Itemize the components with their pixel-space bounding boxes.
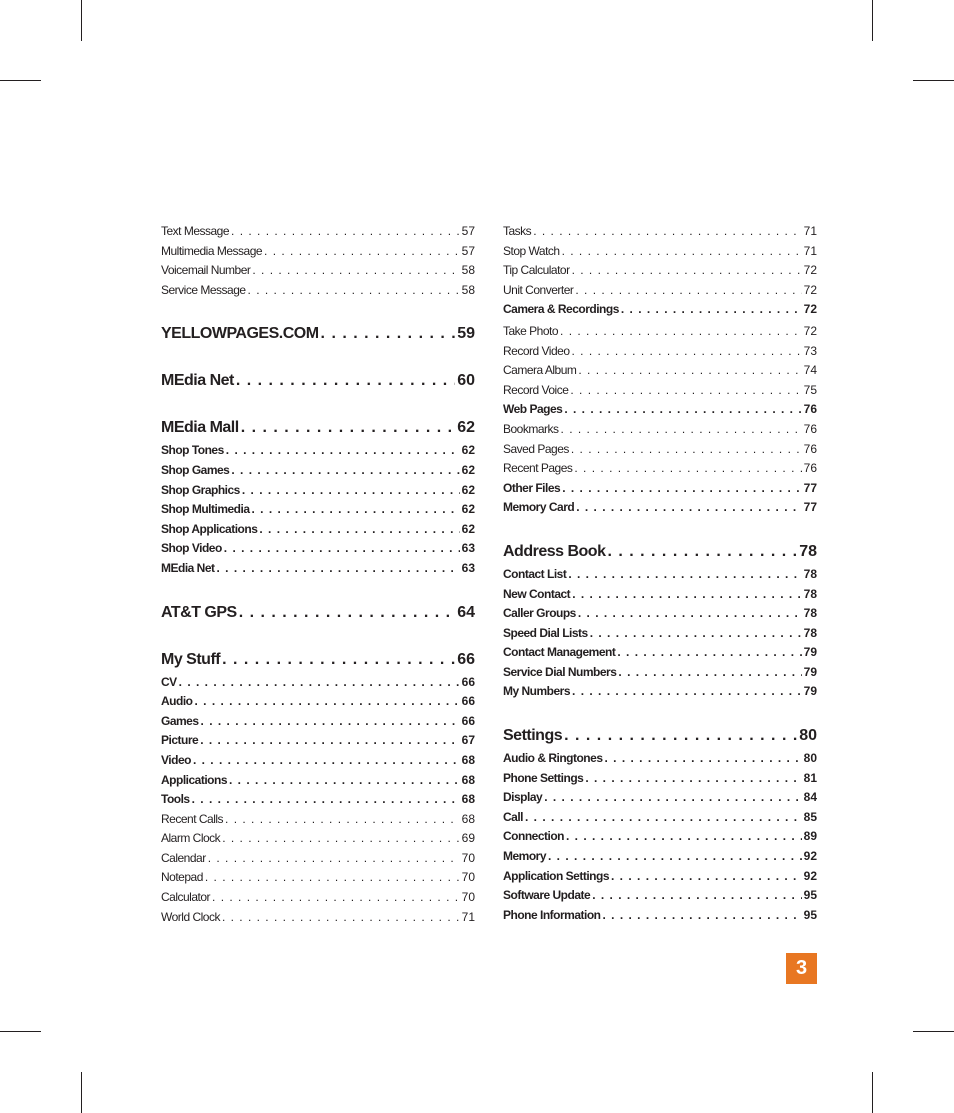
toc-entry-title: Text Message	[161, 224, 230, 238]
toc-entry-page: 72	[803, 282, 817, 297]
toc-entry[interactable]	[503, 847, 817, 867]
dot-leader	[226, 441, 460, 461]
toc-entry-title: Take Photo	[503, 323, 559, 338]
toc-entry[interactable]	[503, 459, 817, 479]
toc-entry[interactable]	[161, 539, 475, 559]
toc-entry-page: 76	[803, 402, 817, 417]
toc-entry-title: Unit Converter	[503, 282, 574, 297]
dot-leader	[617, 643, 801, 663]
dot-leader	[562, 479, 801, 499]
toc-entry-title: Web Pages	[503, 402, 563, 417]
toc-entry-title: Tip Calculator	[503, 263, 570, 278]
toc-entry-title: Video	[161, 752, 191, 767]
toc-entry-title: Service Dial Numbers	[503, 664, 617, 679]
toc-entry-title: Record Video	[503, 343, 570, 358]
toc-entry-page: 95	[803, 888, 817, 903]
toc-entry-page: 68	[461, 772, 475, 787]
toc-entry-page: 70	[461, 850, 475, 865]
toc-entry-title: Shop Tones	[161, 443, 224, 458]
dot-leader	[592, 886, 801, 906]
dot-leader	[179, 673, 460, 693]
toc-section-heading[interactable]	[161, 415, 475, 441]
section-gap	[161, 394, 475, 415]
dot-leader	[229, 771, 460, 791]
toc-entry-title: Alarm Clock	[161, 831, 221, 846]
toc-entry[interactable]	[161, 461, 475, 481]
toc-entry-page: 60	[457, 372, 475, 390]
dot-leader	[603, 906, 802, 926]
toc-entry-page: 76	[803, 441, 817, 456]
toc-entry-page: 57	[461, 224, 475, 238]
toc-entry-page: 78	[803, 586, 817, 601]
toc-right-column	[503, 222, 817, 925]
dot-leader	[252, 500, 460, 520]
toc-entry-title: Phone Information	[503, 907, 601, 922]
dot-leader	[561, 420, 802, 440]
toc-entry-title: Software Update	[503, 888, 591, 903]
toc-entry-title: Tasks	[503, 224, 532, 238]
toc-entry-title: Games	[161, 713, 199, 728]
toc-entry-title: Bookmarks	[503, 421, 559, 436]
dot-leader	[200, 731, 459, 751]
toc-entry[interactable]	[161, 481, 475, 501]
toc-entry-page: 71	[803, 243, 817, 258]
toc-entry-page: 72	[803, 323, 817, 338]
toc-entry-page: 66	[461, 713, 475, 728]
toc-entry-page: 66	[461, 694, 475, 709]
toc-section-heading[interactable]	[161, 368, 475, 394]
toc-entry[interactable]	[503, 886, 817, 906]
dot-leader	[533, 222, 801, 242]
toc-entry[interactable]	[161, 771, 475, 791]
toc-entry[interactable]	[503, 663, 817, 683]
toc-entry-title: Audio	[161, 694, 193, 709]
toc-entry[interactable]	[503, 440, 817, 460]
toc-entry-page: 59	[457, 325, 475, 343]
toc-entry-title: Multimedia Message	[161, 243, 263, 258]
toc-entry-title: Display	[503, 790, 543, 805]
toc-entry[interactable]	[161, 810, 475, 830]
toc-entry-page: 77	[803, 500, 817, 515]
toc-entry-page: 68	[461, 811, 475, 826]
dot-leader	[192, 790, 460, 810]
toc-entry-page: 84	[803, 790, 817, 805]
toc-entry[interactable]	[161, 500, 475, 520]
toc-section-heading[interactable]	[161, 600, 475, 626]
toc-entry-page: 76	[803, 421, 817, 436]
toc-section-heading[interactable]	[503, 723, 817, 749]
toc-entry-page: 78	[803, 566, 817, 581]
toc-entry[interactable]	[503, 788, 817, 808]
dot-leader	[195, 692, 460, 712]
toc-entry-title: Saved Pages	[503, 441, 569, 456]
toc-entry-page: 72	[803, 263, 817, 278]
section-gap	[161, 300, 475, 321]
toc-entry-page: 62	[457, 419, 475, 437]
dot-leader	[525, 808, 802, 828]
dot-leader	[222, 829, 459, 849]
toc-entry-page: 68	[461, 752, 475, 767]
toc-entry[interactable]	[503, 300, 817, 320]
toc-entry-page: 63	[461, 541, 475, 556]
toc-entry-page: 81	[803, 770, 817, 785]
toc-entry-title: Shop Video	[161, 541, 222, 556]
toc-entry-title: Contact Management	[503, 645, 616, 660]
dot-leader	[607, 539, 797, 565]
page-number-badge: 3	[786, 953, 817, 984]
toc-entry-title: Recent Calls	[161, 811, 224, 826]
toc-entry[interactable]	[503, 624, 817, 644]
dot-leader	[242, 481, 460, 501]
section-gap	[161, 626, 475, 647]
toc-entry-page: 69	[461, 831, 475, 846]
toc-entry-page: 72	[803, 302, 817, 317]
toc-entry-title: World Clock	[161, 909, 220, 924]
dot-leader	[239, 600, 456, 626]
toc-entry-title: AT&T GPS	[161, 603, 237, 621]
toc-entry-page: 92	[803, 849, 817, 864]
dot-leader	[222, 908, 460, 928]
toc-entry-page: 79	[803, 645, 817, 660]
dot-leader	[560, 322, 802, 342]
toc-entry-page: 89	[803, 829, 817, 844]
dot-leader	[241, 415, 456, 441]
dot-leader	[236, 368, 455, 394]
section-gap	[503, 702, 817, 723]
toc-entry[interactable]	[161, 520, 475, 540]
toc-entry-page: 63	[461, 560, 475, 575]
crop-mark	[0, 1031, 41, 1032]
toc-entry-title: Shop Graphics	[161, 482, 240, 497]
toc-entry[interactable]	[503, 906, 817, 926]
toc-entry[interactable]	[161, 829, 475, 849]
dot-leader	[590, 624, 802, 644]
crop-mark	[913, 1031, 954, 1032]
dot-leader	[576, 498, 801, 518]
toc-entry-page: 73	[803, 343, 817, 358]
dot-leader	[574, 459, 801, 479]
toc-entry-page: 58	[461, 282, 475, 297]
toc-entry-page: 80	[803, 751, 817, 766]
section-gap	[161, 579, 475, 600]
dot-leader	[222, 647, 455, 673]
toc-entry-title: Camera & Recordings	[503, 302, 619, 317]
toc-entry-page: 78	[803, 625, 817, 640]
dot-leader	[224, 539, 460, 559]
toc-entry-page: 71	[803, 224, 817, 238]
dot-leader	[564, 400, 801, 420]
toc-entry-title: Notepad	[161, 870, 203, 885]
toc-entry-page: 68	[461, 792, 475, 807]
dot-leader	[571, 440, 802, 460]
dot-leader	[562, 242, 802, 262]
toc-entry[interactable]	[503, 381, 817, 401]
toc-entry-page: 92	[803, 868, 817, 883]
toc-entry-page: 62	[461, 443, 475, 458]
toc-entry-title: Stop Watch	[503, 243, 560, 258]
toc-entry[interactable]	[161, 868, 475, 888]
toc-entry-page: 62	[461, 462, 475, 477]
toc-entry-title: Applications	[161, 772, 228, 787]
toc-entry[interactable]	[161, 751, 475, 771]
dot-leader	[572, 585, 801, 605]
toc-entry-page: 66	[461, 674, 475, 689]
toc-entry-title: Address Book	[503, 542, 606, 560]
crop-mark	[0, 80, 41, 81]
toc-entry-title: Record Voice	[503, 382, 569, 397]
dot-leader	[566, 827, 802, 847]
dot-leader	[201, 712, 460, 732]
toc-entry[interactable]	[503, 420, 817, 440]
toc-entry[interactable]	[161, 849, 475, 869]
toc-entry[interactable]	[503, 222, 817, 242]
toc-entry-title: Speed Dial Lists	[503, 625, 588, 640]
toc-entry-page: 75	[803, 382, 817, 397]
toc-entry[interactable]	[161, 888, 475, 908]
toc-entry-title: Recent Pages	[503, 461, 573, 476]
toc-entry[interactable]	[503, 565, 817, 585]
toc-entry-title: CV	[161, 674, 177, 689]
toc-entry-page: 74	[803, 363, 817, 378]
toc-entry[interactable]	[161, 908, 475, 928]
toc-entry-title: Calendar	[161, 850, 206, 865]
toc-entry-page: 78	[799, 542, 817, 560]
toc-entry-title: MEdia Net	[161, 372, 234, 390]
dot-leader	[575, 281, 801, 301]
toc-entry[interactable]	[161, 559, 475, 579]
toc-entry-page: 79	[803, 684, 817, 699]
dot-leader	[264, 242, 460, 262]
dot-leader	[578, 604, 802, 624]
dot-leader	[193, 751, 460, 771]
toc-entry-title: Audio & Ringtones	[503, 751, 603, 766]
toc-entry[interactable]	[161, 242, 475, 262]
toc-entry[interactable]	[503, 479, 817, 499]
dot-leader	[572, 342, 802, 362]
dot-leader	[225, 810, 460, 830]
toc-entry[interactable]	[503, 643, 817, 663]
toc-entry-page: 78	[803, 606, 817, 621]
toc-entry-page: 77	[803, 480, 817, 495]
dot-leader	[568, 565, 801, 585]
dot-leader	[231, 222, 460, 242]
toc-entry[interactable]	[503, 498, 817, 518]
dot-leader	[564, 723, 797, 749]
toc-entry-title: Shop Multimedia	[161, 502, 250, 517]
dot-leader	[548, 847, 802, 867]
toc-entry[interactable]	[503, 749, 817, 769]
dot-leader	[205, 868, 460, 888]
toc-entry-title: MEdia Net	[161, 560, 215, 575]
dot-leader	[572, 261, 802, 281]
toc-entry-page: 58	[461, 263, 475, 278]
toc-entry-title: Calculator	[161, 890, 211, 905]
toc-entry-page: 67	[461, 733, 475, 748]
toc-entry[interactable]	[161, 441, 475, 461]
toc-entry-title: Service Message	[161, 282, 246, 297]
toc-entry[interactable]	[503, 322, 817, 342]
toc-entry-title: My Numbers	[503, 684, 571, 699]
toc-entry[interactable]	[161, 731, 475, 751]
toc-entry-title: YELLOWPAGES.COM	[161, 325, 319, 343]
section-gap	[503, 518, 817, 539]
toc-entry-page: 70	[461, 870, 475, 885]
toc-entry-title: Voicemail Number	[161, 263, 251, 278]
toc-entry-page: 62	[461, 521, 475, 536]
toc-entry-title: Shop Games	[161, 462, 230, 477]
toc-entry-title: MEdia Mall	[161, 419, 239, 437]
dot-leader	[252, 261, 459, 281]
toc-entry-page: 85	[803, 809, 817, 824]
toc-entry-page: 76	[803, 461, 817, 476]
dot-leader	[585, 769, 801, 789]
dot-leader	[544, 788, 801, 808]
toc-entry[interactable]	[161, 673, 475, 693]
toc-entry-page: 80	[799, 727, 817, 745]
toc-entry-page: 79	[803, 664, 817, 679]
toc-entry[interactable]	[503, 242, 817, 262]
toc-entry[interactable]	[503, 827, 817, 847]
crop-mark	[872, 1072, 873, 1113]
crop-mark	[913, 80, 954, 81]
toc-entry[interactable]	[503, 261, 817, 281]
crop-mark	[81, 0, 82, 41]
toc-entry-page: 95	[803, 907, 817, 922]
toc-entry-title: Other Files	[503, 480, 561, 495]
dot-leader	[321, 321, 456, 347]
toc-entry[interactable]	[503, 867, 817, 887]
toc-section-heading[interactable]	[503, 539, 817, 565]
dot-leader	[208, 849, 460, 869]
toc-entry[interactable]	[503, 808, 817, 828]
toc-entry-page: 64	[457, 603, 475, 621]
toc-entry-title: Memory	[503, 849, 547, 864]
toc-entry[interactable]	[503, 769, 817, 789]
toc-entry-title: Memory Card	[503, 500, 575, 515]
toc-entry-title: Connection	[503, 829, 564, 844]
toc-entry[interactable]	[503, 682, 817, 702]
toc-entry-title: Tools	[161, 792, 190, 807]
toc-entry[interactable]	[503, 281, 817, 301]
toc-entry[interactable]	[161, 281, 475, 301]
dot-leader	[212, 888, 460, 908]
toc-section-heading[interactable]	[161, 321, 475, 347]
toc-entry-page: 62	[461, 502, 475, 517]
dot-leader	[570, 381, 801, 401]
toc-entry-title: Caller Groups	[503, 606, 576, 621]
toc-entry[interactable]	[161, 222, 475, 242]
dot-leader	[217, 559, 460, 579]
toc-entry[interactable]	[161, 692, 475, 712]
toc-entry-page: 57	[461, 243, 475, 258]
toc-entry-page: 62	[461, 482, 475, 497]
toc-section-heading[interactable]	[161, 647, 475, 673]
toc-entry[interactable]	[503, 585, 817, 605]
dot-leader	[572, 682, 802, 702]
toc-entry-title: Shop Applications	[161, 521, 258, 536]
toc-entry[interactable]	[503, 400, 817, 420]
toc-entry-page: 70	[461, 890, 475, 905]
toc-entry-page: 66	[457, 650, 475, 668]
toc-entry[interactable]	[161, 712, 475, 732]
toc-entry[interactable]	[161, 261, 475, 281]
toc-entry-title: Application Settings	[503, 868, 610, 883]
toc-entry[interactable]	[161, 790, 475, 810]
section-gap	[161, 347, 475, 368]
toc-entry-page: 71	[461, 909, 475, 924]
toc-entry-title: Camera Album	[503, 363, 577, 378]
dot-leader	[578, 361, 801, 381]
dot-leader	[611, 867, 802, 887]
dot-leader	[259, 520, 459, 540]
dot-leader	[248, 281, 460, 301]
dot-leader	[621, 300, 802, 320]
toc-left-column	[161, 222, 475, 927]
toc-entry-title: Phone Settings	[503, 770, 584, 785]
dot-leader	[231, 461, 459, 481]
toc-entry-title: Picture	[161, 733, 199, 748]
crop-mark	[872, 0, 873, 41]
toc-entry-title: Contact List	[503, 566, 567, 581]
dot-leader	[605, 749, 802, 769]
toc-entry[interactable]	[503, 604, 817, 624]
dot-leader	[618, 663, 801, 683]
toc-entry-title: Settings	[503, 727, 563, 745]
toc-entry-title: Call	[503, 809, 524, 824]
crop-mark	[81, 1072, 82, 1113]
toc-entry[interactable]	[503, 342, 817, 362]
toc-entry[interactable]	[503, 361, 817, 381]
toc-entry-title: My Stuff	[161, 650, 221, 668]
toc-entry-title: New Contact	[503, 586, 571, 601]
